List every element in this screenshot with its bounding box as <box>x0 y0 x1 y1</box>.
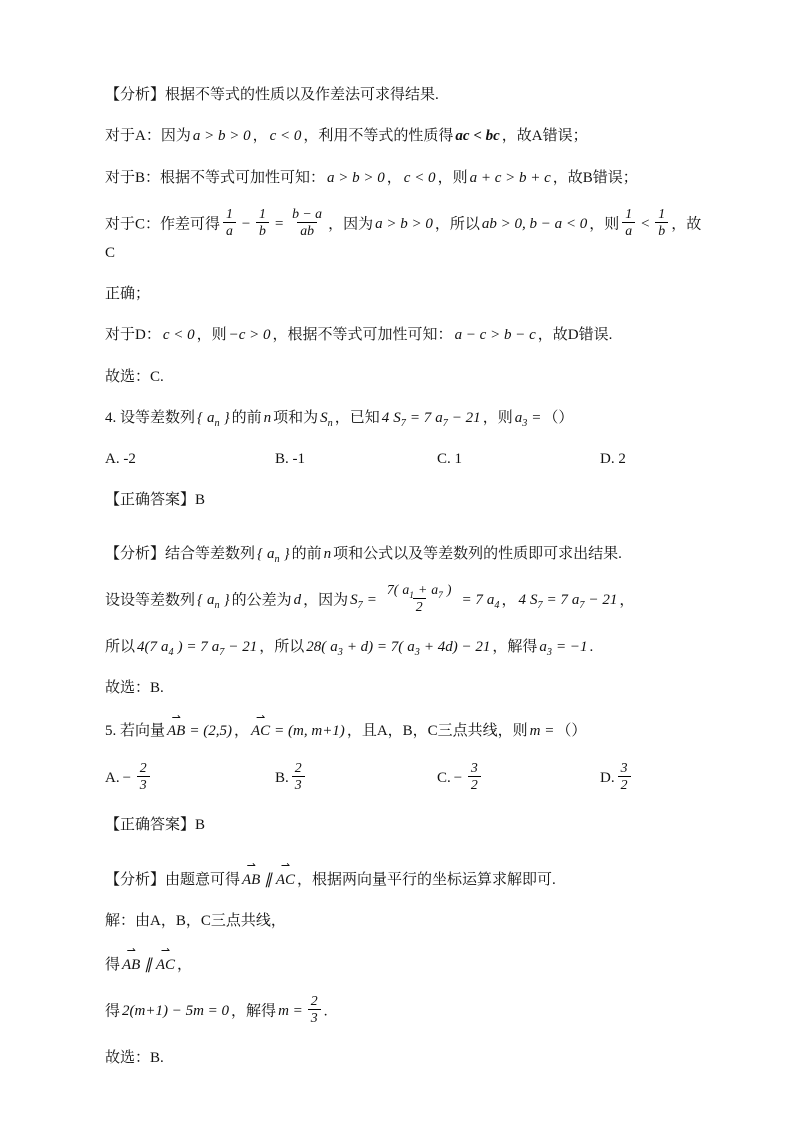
solution-q5-step2 <box>105 944 702 977</box>
math-run: 4 <box>518 592 526 609</box>
fraction-numerator: 1 <box>625 205 633 221</box>
math-subscripted: $a_3$ <box>514 409 528 429</box>
text-run: 对于D： <box>105 327 161 344</box>
math-run: a > b > 0 <box>375 216 433 233</box>
question-5 <box>105 711 702 743</box>
text-run: ，故B错误； <box>552 169 638 186</box>
text-run: 所以 <box>105 638 136 655</box>
math-run: = (2,5) <box>189 723 232 740</box>
math-run: ) = 7 <box>177 638 208 655</box>
math-run: c < 0 <box>403 169 436 186</box>
fraction-numerator: 3 <box>470 759 478 775</box>
text-run: B. -1 <box>275 451 305 468</box>
math-run: ∥ <box>264 872 272 889</box>
text-run: ，故D错误. <box>537 327 613 344</box>
math-run: c < 0 <box>269 128 302 145</box>
analysis-q3 <box>105 84 702 107</box>
math-run: } <box>283 545 290 562</box>
vector-with-arrow: ⇀ AC <box>250 711 271 740</box>
text-run: ，利用不等式的性质得 <box>303 128 454 145</box>
fraction <box>256 206 269 240</box>
math-subscripted: $a_n$ <box>207 592 220 612</box>
fraction-denominator: 3 <box>292 776 305 794</box>
text-run: ，所以 <box>259 638 305 655</box>
math-run: − <box>121 770 132 787</box>
text-run: 对于A：因为 <box>105 128 191 145</box>
text-run: 项和为 <box>273 409 319 426</box>
choice-option <box>105 448 275 471</box>
math-run: 4 <box>381 409 390 426</box>
fraction-numerator: 3 <box>620 759 628 775</box>
math-run: { <box>197 592 204 609</box>
fraction <box>308 993 321 1027</box>
fraction-numerator: 2 <box>139 759 147 775</box>
math-run: ) <box>446 581 452 597</box>
fraction-numerator <box>382 582 457 599</box>
fraction-denominator: 3 <box>308 1009 321 1027</box>
math-subscripted: $S_n$ <box>320 409 333 429</box>
text-run: 4. 设等差数列 <box>105 409 196 426</box>
text-run: ， <box>386 169 402 186</box>
text-run: ，则 <box>437 169 468 186</box>
text-run: ，则 <box>196 327 227 344</box>
text-run: . <box>589 638 594 655</box>
fraction-numerator: 2 <box>294 759 302 775</box>
fraction-numerator: 1 <box>259 205 266 221</box>
text-run: ，则 <box>482 409 513 426</box>
fraction-denominator: 2 <box>413 598 426 616</box>
vector-arrow-icon: ⇀ <box>160 944 170 957</box>
math-subscripted: $S_7$ <box>393 409 406 429</box>
text-run: ，根据两向量平行的坐标运算求解即可. <box>297 872 556 889</box>
math-run: 28( <box>306 638 327 655</box>
fraction <box>382 582 457 616</box>
text-run: ，则 <box>589 216 620 233</box>
text-run: ，故C <box>105 216 702 261</box>
text-run: 的公差为 <box>231 592 292 609</box>
fraction-numerator: 1 <box>226 205 233 221</box>
math-run: n <box>323 545 332 562</box>
math-run: + <box>417 581 428 597</box>
fraction <box>292 760 305 794</box>
text-run: 【分析】由题意可得 <box>105 872 241 889</box>
fraction <box>137 760 150 794</box>
choice-option <box>105 759 275 796</box>
fraction-denominator: a <box>622 222 635 240</box>
math-run: = <box>366 592 377 609</box>
document-content <box>105 84 702 1070</box>
text-run: C. <box>437 770 451 787</box>
math-run: a − c > b − c <box>454 327 536 344</box>
text-run: 故选：B. <box>105 1049 164 1066</box>
case-b <box>105 167 702 190</box>
conclusion-q5 <box>105 1047 702 1070</box>
text-run: B. <box>275 770 289 787</box>
text-run: ， <box>233 723 249 740</box>
solution-q4-step2 <box>105 636 702 659</box>
text-run: ， <box>177 956 193 973</box>
math-run: a > b > 0 <box>192 128 251 145</box>
math-subscripted: $a_7$ <box>431 581 443 601</box>
math-run: = <box>273 216 285 233</box>
math-run: n <box>263 409 272 426</box>
math-run: < <box>640 216 651 233</box>
vector-with-arrow: ⇀ AC <box>275 860 296 889</box>
math-subscripted: $a_4$ <box>161 638 174 658</box>
math-run: = (m, m+1) <box>274 723 345 740</box>
text-run: 故选：B. <box>105 680 164 697</box>
text-run: 【分析】根据不等式的性质以及作差法可求得结果. <box>105 87 439 103</box>
text-run: 设设等差数列 <box>105 592 196 609</box>
math-run: { <box>257 545 264 562</box>
math-run: = 7 <box>461 592 483 609</box>
math-run: = 7 <box>409 409 432 426</box>
math-subscripted: $a_n$ <box>207 409 220 429</box>
fraction <box>618 760 631 794</box>
text-run: ，根据不等式可加性可知： <box>272 327 453 344</box>
choice-option <box>275 759 437 796</box>
fraction <box>622 206 635 240</box>
fraction-denominator: b <box>256 222 269 240</box>
text-run: 【正确答案】B <box>105 492 206 509</box>
text-run: ，且A，B，C三点共线，则 <box>346 723 528 740</box>
math-subscripted: $a_4$ <box>486 592 500 612</box>
text-run: （） <box>556 723 587 740</box>
text-run: 的前 <box>291 545 322 562</box>
text-run: ，故A错误； <box>501 128 588 145</box>
text-run: . <box>323 1003 328 1020</box>
math-run: a > b > 0 <box>327 169 385 186</box>
fraction-denominator: 2 <box>618 776 631 794</box>
text-run: ， <box>501 592 517 609</box>
vector-arrow-icon: ⇀ <box>171 711 181 724</box>
fraction-numerator: 1 <box>658 205 666 221</box>
fraction-numerator: b − a <box>292 205 323 221</box>
math-run: + 4d) − 21 <box>423 638 491 655</box>
math-run: 7( <box>386 581 399 597</box>
fraction-denominator: ab <box>297 222 317 240</box>
math-subscripted: $a_3$ <box>330 638 343 658</box>
math-subscripted: $a_n$ <box>267 545 280 565</box>
vector-with-arrow: ⇀ AB <box>122 944 141 973</box>
choices-q4 <box>105 448 702 471</box>
math-run: m = <box>529 723 555 740</box>
vector-arrow-icon: ⇀ <box>246 860 256 873</box>
vector-arrow-icon: ⇀ <box>256 711 266 724</box>
case-c-cont <box>105 283 702 306</box>
math-subscripted: $a_1$ <box>402 581 414 601</box>
case-c <box>105 205 702 265</box>
text-run: 对于C：作差可得 <box>105 216 221 233</box>
conclusion-q4 <box>105 677 702 700</box>
solution-q4-step1 <box>105 581 702 618</box>
text-run: ， <box>252 128 268 145</box>
math-subscripted: $S_7$ <box>529 592 543 612</box>
answer-q4 <box>105 489 702 512</box>
math-run: + d) = 7( <box>346 638 404 655</box>
math-run: ac < bc <box>455 128 500 145</box>
choice-option <box>275 448 437 471</box>
fraction <box>468 760 481 794</box>
fraction <box>655 206 668 240</box>
choice-option <box>437 448 600 471</box>
solution-q5-step1 <box>105 910 702 933</box>
vector-arrow-icon: ⇀ <box>280 860 290 873</box>
text-run: ，因为 <box>303 592 349 609</box>
fraction <box>289 206 325 240</box>
math-run: a + c > b + c <box>469 169 551 186</box>
text-run: ，因为 <box>328 216 374 233</box>
math-run: } <box>223 409 230 426</box>
math-run: − 21 <box>228 638 258 655</box>
text-run: 的前 <box>231 409 262 426</box>
text-run: 得 <box>105 956 121 973</box>
math-run: = −1 <box>556 638 588 655</box>
choice-option <box>600 448 702 471</box>
text-run: 解：由A，B，C三点共线， <box>105 913 286 930</box>
math-run: 4(7 <box>137 638 158 655</box>
vector-arrow-icon: ⇀ <box>126 944 136 957</box>
choice-option <box>600 759 702 796</box>
answer-q5 <box>105 814 702 837</box>
text-run: 【正确答案】B <box>105 816 206 833</box>
math-run: −c > 0 <box>228 327 271 344</box>
math-run: − <box>452 770 463 787</box>
math-subscripted: $a_7$ <box>211 638 225 658</box>
text-run: ，解得 <box>492 638 538 655</box>
text-run: 正确； <box>105 286 151 303</box>
math-run: − 21 <box>451 409 481 426</box>
text-run: ，解得 <box>231 1003 277 1020</box>
math-run: m = <box>278 1003 303 1020</box>
text-run: D. <box>600 770 615 787</box>
analysis-q4 <box>105 543 702 566</box>
text-run: A. <box>105 770 120 787</box>
choices-q5 <box>105 759 702 796</box>
math-subscripted: $S_7$ <box>350 592 363 612</box>
vector-with-arrow: ⇀ AC <box>155 944 176 973</box>
math-run: c < 0 <box>162 327 195 344</box>
text-run: 【分析】结合等差数列 <box>105 545 256 562</box>
question-4 <box>105 407 702 430</box>
text-run: 项和公式以及等差数列的性质即可求出结果. <box>333 545 622 562</box>
math-run: = 7 <box>546 592 568 609</box>
choice-option <box>437 759 600 796</box>
text-run: 5. 若向量 <box>105 723 166 740</box>
math-run: − 21 <box>588 592 618 609</box>
fraction-denominator: b <box>655 222 668 240</box>
text-run: C. 1 <box>437 451 463 468</box>
fraction-denominator: 2 <box>468 776 481 794</box>
math-run: ab > 0, b − a < 0 <box>481 216 588 233</box>
text-run: ，所以 <box>434 216 480 233</box>
math-run: − <box>240 216 252 233</box>
fraction-denominator: a <box>223 222 236 240</box>
text-run: 对于B：根据不等式可加性可知： <box>105 169 326 186</box>
math-run: ∥ <box>144 956 152 973</box>
text-run: 故选：C. <box>105 368 164 385</box>
text-run: （） <box>543 409 574 426</box>
math-run: = <box>531 409 542 426</box>
vector-with-arrow: ⇀ AB <box>167 711 186 740</box>
math-subscripted: $a_3$ <box>539 638 552 658</box>
solution-q5-step3 <box>105 992 702 1029</box>
fraction-denominator: 3 <box>137 776 150 794</box>
vector-with-arrow: ⇀ AB <box>242 860 261 889</box>
case-d <box>105 324 702 347</box>
conclusion-q3 <box>105 366 702 389</box>
text-run: D. 2 <box>600 451 626 468</box>
math-run: 2(m+1) − 5m = 0 <box>122 1003 230 1020</box>
analysis-q5 <box>105 860 702 892</box>
math-run: { <box>197 409 204 426</box>
math-run: } <box>223 592 230 609</box>
fraction-numerator: 2 <box>310 992 318 1008</box>
text-run: 得 <box>105 1003 121 1020</box>
math-subscripted: $a_3$ <box>407 638 420 658</box>
math-subscripted: $a_7$ <box>435 409 448 429</box>
text-run: ， <box>619 592 635 609</box>
fraction <box>223 206 236 240</box>
math-subscripted: $a_7$ <box>571 592 585 612</box>
text-run: ，已知 <box>334 409 380 426</box>
text-run: A. -2 <box>105 451 136 468</box>
case-a <box>105 125 702 148</box>
math-run: d <box>293 592 302 609</box>
